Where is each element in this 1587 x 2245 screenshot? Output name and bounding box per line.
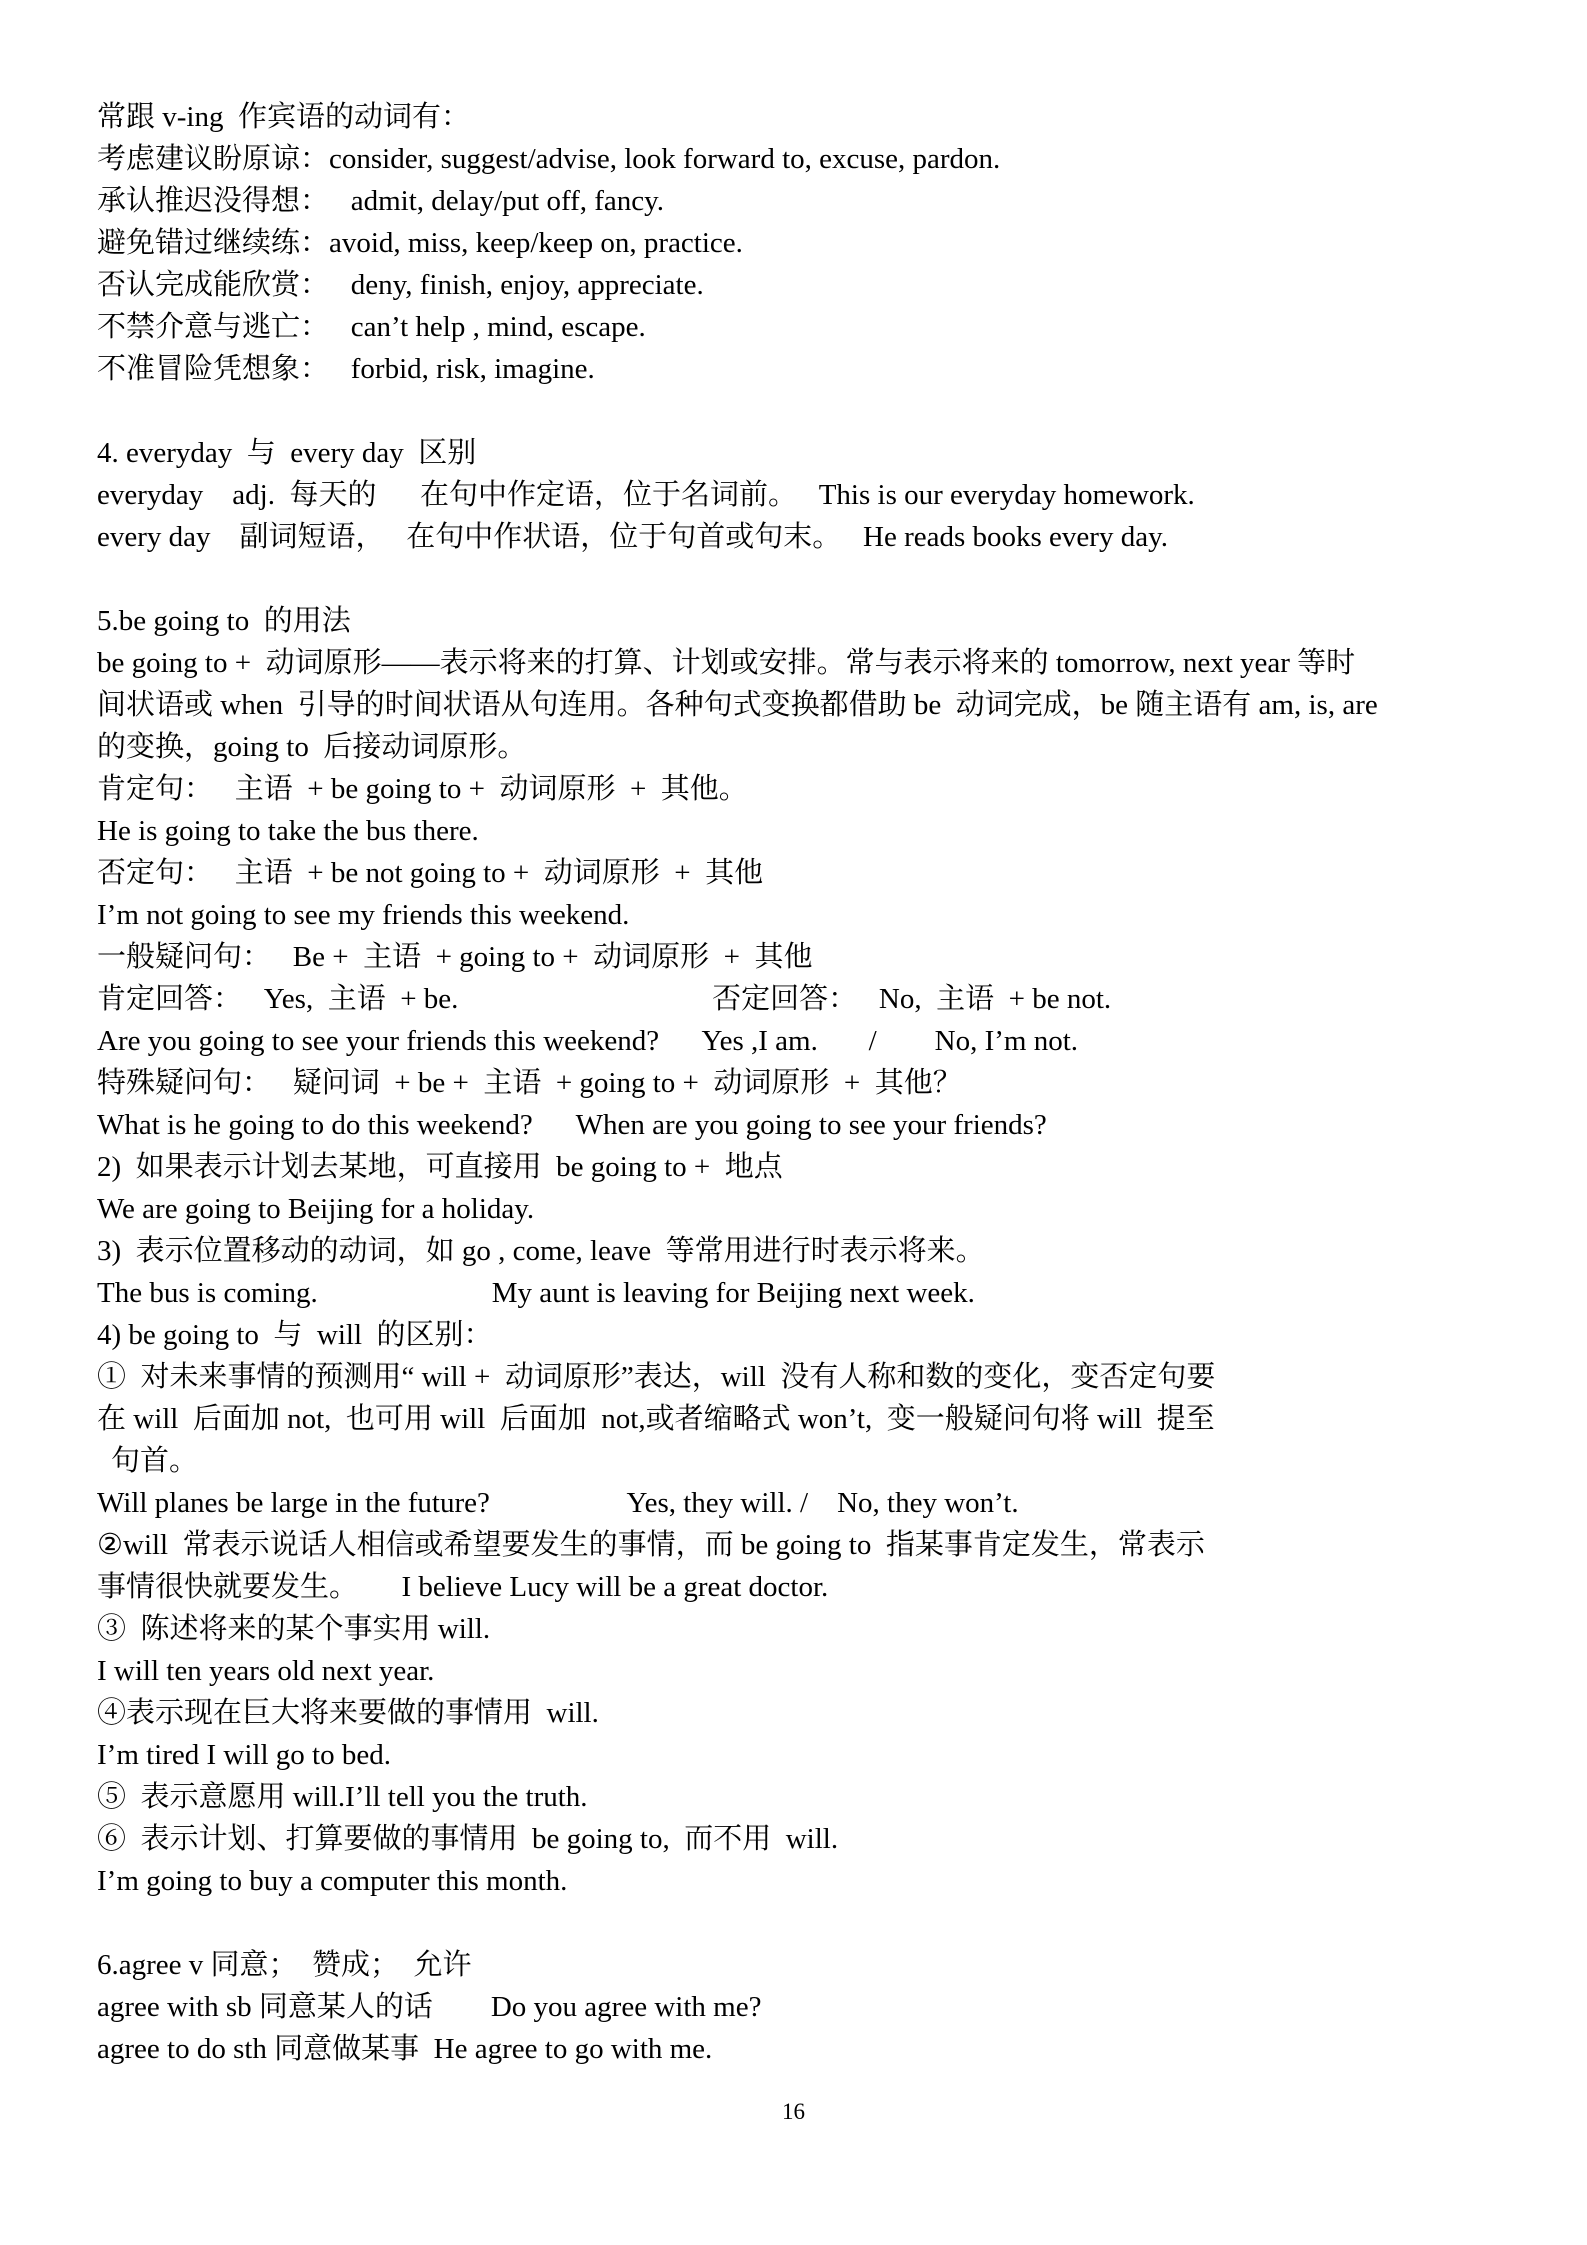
text-line: agree to do sth 同意做某事 He agree to go with me. [97,2033,713,2065]
text-line: 不准冒险凭想象： forbid, risk, imagine. [97,353,595,385]
example-sentence: I’m not going to see my friends this weekend. [97,899,630,931]
page-number: 16 [782,2099,805,2124]
section-heading: 5.be going to 的用法 [97,605,351,637]
example-sentence: He is going to take the bus there. [97,815,479,847]
text-line: 特殊疑问句： 疑问词 + be + 主语 + going to + 动词原形 + 其他？ [97,1067,962,1099]
text-line: be going to + 动词原形——表示将来的打算、计划或安排。常与表示将来的 tomorrow, next year 等时 [97,647,1356,679]
text-line: 肯定句： 主语 + be going to + 动词原形 + 其他。 [97,773,748,805]
blank-line [97,390,1517,432]
text-line: 一般疑问句： Be + 主语 + going to + 动词原形 + 其他 [97,941,813,973]
text-line: 常跟 v-ing 作宾语的动词有： [97,101,470,133]
text-line: 句首。 [111,1445,199,1477]
text-line: agree with sb 同意某人的话 Do you agree with me? [97,1991,762,2023]
text-line: ⑤ 表示意愿用 will.I’ll tell you the truth. [97,1781,588,1813]
document-body [97,96,1517,2070]
text-line: ⑥ 表示计划、打算要做的事情用 be going to, 而不用 will. [97,1823,839,1855]
text-line: ① 对未来事情的预测用“ will + 动词原形”表达，will 没有人称和数的变化，变否定句要 [97,1361,1216,1393]
section-heading: 6.agree v 同意； 赞成； 允许 [97,1949,472,1981]
text-line: ②will 常表示说话人相信或希望要发生的事情，而 be going to 指某事肯定发生，常表示 [97,1529,1205,1561]
section-heading: 4. everyday 与 every day 区别 [97,437,477,469]
text-line: 肯定回答： Yes, 主语 + be. 否定回答： No, 主语 + be not. [97,983,1112,1015]
text-line: 不禁介意与逃亡： can’t help , mind, escape. [97,311,646,343]
text-line: 避免错过继续练：avoid, miss, keep/keep on, practice. [97,227,743,259]
text-line: 考虑建议盼原谅：consider, suggest/advise, look forward to, excuse, pardon. [97,143,1001,175]
blank-line [97,558,1517,600]
text-line: ③ 陈述将来的某个事实用 will. [97,1613,491,1645]
text-line: 4) be going to 与 will 的区别： [97,1319,493,1351]
text-line: 否定句： 主语 + be not going to + 动词原形 + 其他 [97,857,764,889]
example-sentence: What is he going to do this weekend? When are you going to see your friends? [97,1109,1047,1141]
example-sentence: I’m going to buy a computer this month. [97,1865,568,1897]
text-line: 否认完成能欣赏： deny, finish, enjoy, appreciate. [97,269,704,301]
example-sentence: Are you going to see your friends this weekend? Yes ,I am. / No, I’m not. [97,1025,1079,1057]
text-line: every day 副词短语， 在句中作状语，位于句首或句末。 He reads books every day. [97,521,1168,553]
text-line: 在 will 后面加 not, 也可用 will 后面加 not,或者缩略式 won’t, 变一般疑问句将 will 提至 [97,1403,1215,1435]
text-line: everyday adj. 每天的 在句中作定语，位于名词前。 This is our everyday homework. [97,479,1195,511]
text-line: 承认推迟没得想： admit, delay/put off, fancy. [97,185,665,217]
text-line: 的变换，going to 后接动词原形。 [97,731,527,763]
text-line: 3) 表示位置移动的动词，如 go , come, leave 等常用进行时表示将来。 [97,1235,985,1267]
example-sentence: The bus is coming. My aunt is leaving for Beijing next week. [97,1277,975,1309]
text-line: ④表示现在巨大将来要做的事情用 will. [97,1697,599,1729]
text-line: 2) 如果表示计划去某地，可直接用 be going to + 地点 [97,1151,783,1183]
example-sentence: We are going to Beijing for a holiday. [97,1193,535,1225]
text-line: 事情很快就要发生。 I believe Lucy will be a great doctor. [97,1571,829,1603]
example-sentence: I will ten years old next year. [97,1655,435,1687]
example-sentence: Will planes be large in the future? Yes, they will. / No, they won’t. [97,1487,1019,1519]
blank-line [97,1902,1517,1944]
example-sentence: I’m tired I will go to bed. [97,1739,391,1771]
text-line: 间状语或 when 引导的时间状语从句连用。各种句式变换都借助 be 动词完成，be 随主语有 am, is, are [97,689,1378,721]
